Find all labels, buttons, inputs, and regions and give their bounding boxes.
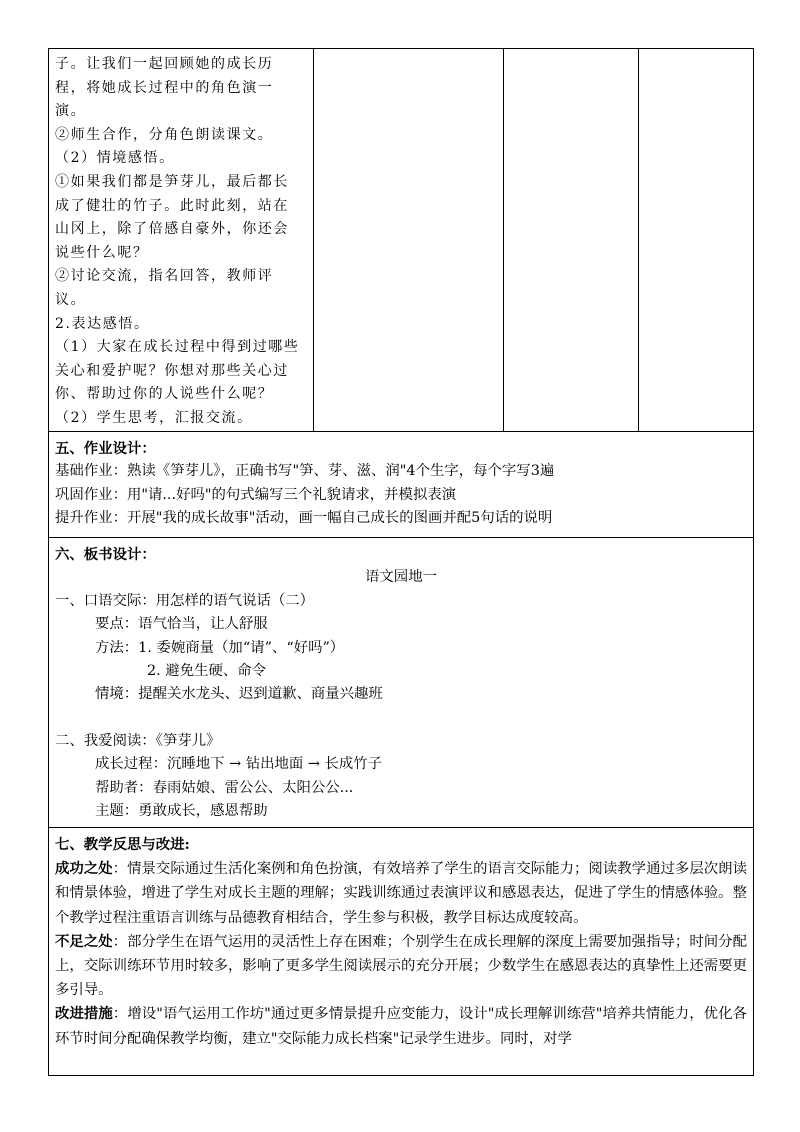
process-line: （2）情境感悟。 <box>55 150 175 167</box>
process-line: 议。 <box>55 291 87 308</box>
reflection-cell <box>49 828 754 1076</box>
process-line: （2）学生思考，汇报交流。 <box>55 409 253 426</box>
empty-cell <box>314 49 504 432</box>
homework-heading: 五、作业设计： <box>55 440 156 457</box>
homework-row <box>49 432 754 538</box>
process-line: （1）大家在成长过程中得到过哪些 <box>55 339 300 356</box>
process-line: 山冈上，除了倍感自豪外，你还会 <box>55 221 289 238</box>
success-label: 成功之处 <box>55 860 113 878</box>
process-line: 演。 <box>55 103 87 120</box>
process-line: 成了健壮的竹子。此时此刻，站在 <box>55 197 289 214</box>
improve-label: 改进措施 <box>55 1005 113 1023</box>
board-key: 要点：语气恰当，让人舒服 <box>95 616 268 633</box>
success-text: ：情景交际通过生活化案例和角色扮演，有效培养了学生的语言交际能力；阅读教学通过多层次朗读和情景体验，增进了学生对成长主题的理解；实践训练通过表演评议和感恩表达，促进了学生的情感体验。整个教学过程注重语言训练与品德教育相结合，学生参与积极，教学目标达成度较高。 <box>55 861 747 926</box>
board-helpers: 帮助者：春雨姑娘、雷公公、太阳公公... <box>95 779 354 796</box>
improve-paragraph <box>55 1002 747 1050</box>
process-line: 说些什么呢？ <box>55 244 149 261</box>
process-line: 2.表达感悟。 <box>55 315 150 332</box>
process-line: 你、帮助过你的人说些什么呢？ <box>55 386 274 403</box>
homework-basic: 基础作业：熟读《笋芽儿》，正确书写"笋、芽、滋、润"4个生字，每个字写3遍 <box>55 463 555 480</box>
empty-cell <box>504 49 639 432</box>
process-line: ①如果我们都是笋芽儿，最后都长 <box>55 173 289 190</box>
board-heading: 六、板书设计： <box>55 546 156 563</box>
board-part1-title: 一、口语交际：用怎样的语气说话（二） <box>55 592 315 609</box>
weakness-paragraph <box>55 930 747 1003</box>
board-part2-title: 二、我爱阅读：《笋芽儿》 <box>55 732 221 749</box>
process-line: ②讨论交流，指名回答，教师评 <box>55 268 274 285</box>
board-title: 语文园地一 <box>365 569 437 586</box>
weakness-text: ：部分学生在语气运用的灵活性上存在困难；个别学生在成长理解的深度上需要加强指导；时间分配上，交际训练环节用时较多，影响了更多学生阅读展示的充分开展；少数学生在感恩表达的真挚性上还需要更多引导。 <box>55 933 747 999</box>
board-growth: 成长过程：沉睡地下 → 钻出地面 → 长成竹子 <box>95 756 383 773</box>
board-theme: 主题：勇敢成长，感恩帮助 <box>95 803 268 820</box>
blank-line <box>55 707 747 730</box>
process-cell <box>49 49 314 432</box>
board-scene: 情境：提醒关水龙头、迟到道歉、商量兴趣班 <box>95 686 383 703</box>
process-line: ②师生合作，分角色朗读课文。 <box>55 126 274 143</box>
weakness-label: 不足之处 <box>55 932 113 950</box>
empty-cell <box>639 49 754 432</box>
improve-text: ：增设"语气运用工作坊"通过更多情景提升应变能力，设计"成长理解训练营"培养共情能力，优化各环节时间分配确保教学均衡，建立"交际能力成长档案"记录学生进步。同时，对学 <box>55 1006 747 1047</box>
reflection-row <box>49 828 754 1076</box>
process-line: 关心和爱护呢？你想对那些关心过 <box>55 362 289 379</box>
process-line: 程，将她成长过程中的角色演一 <box>55 79 274 96</box>
board-row <box>49 538 754 828</box>
board-method1: 方法：1. 委婉商量（加“请”、“好吗”） <box>95 639 345 656</box>
homework-advanced: 提升作业：开展"我的成长故事"活动，画一幅自己成长的图画并配5句话的说明 <box>55 510 553 527</box>
process-line: 子。让我们一起回顾她的成长历 <box>55 56 274 72</box>
homework-consolidate: 巩固作业：用"请...好吗"的句式编写三个礼貌请求，并模拟表演 <box>55 486 457 503</box>
lesson-plan-table <box>48 48 754 1076</box>
homework-cell <box>49 432 754 538</box>
board-cell <box>49 538 754 828</box>
reflection-heading: 七、教学反思与改进: <box>55 836 190 853</box>
board-method2: 2. 避免生硬、命令 <box>147 663 267 680</box>
process-row <box>49 49 754 432</box>
success-paragraph <box>55 857 747 930</box>
